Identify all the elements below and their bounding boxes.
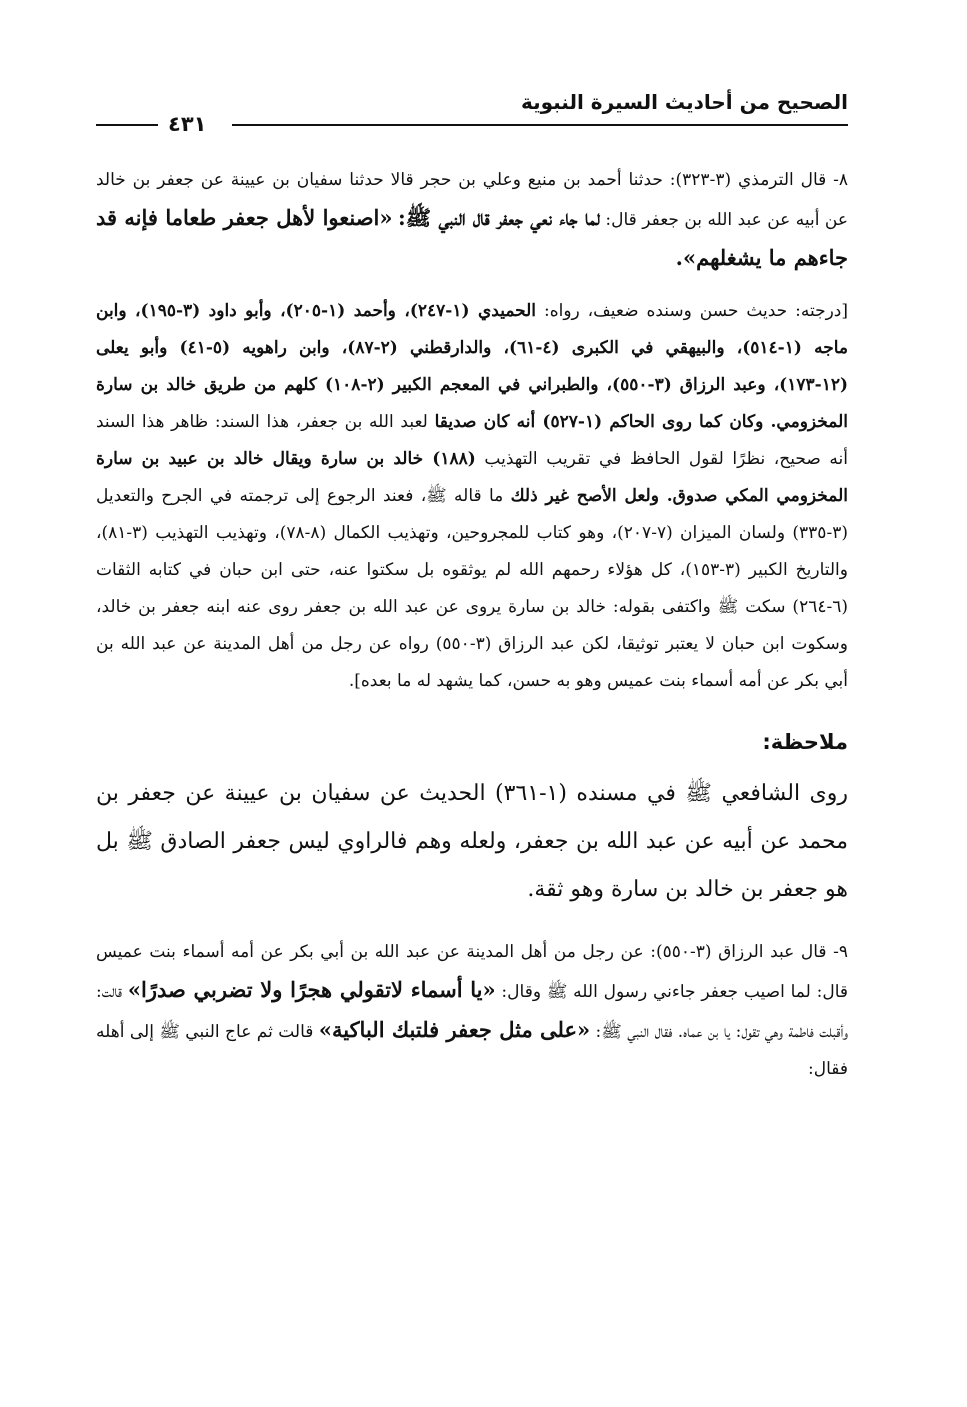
hadith-8-grading <box>96 293 848 700</box>
header-rule-short <box>96 124 158 126</box>
note-heading: ملاحظة: <box>762 730 848 754</box>
hadith-8-isnad: ٨- قال الترمذي (٣-٣٢٣): حدثنا أحمد بن منيع وعلي بن حجر قالا حدثنا سفيان بن عيينة عن جعفر بن خالد عن أبيه عن عبد الله بن جعفر قال: <box>96 170 848 230</box>
note-text: روى الشافعي ﷺ في مسنده (١-٣٦١) الحديث عن سفيان بن عيينة عن جعفر بن محمد عن أبيه عن عبد الله بن جعفر، ولعله وهم فالراوي ليس جعفر الصادق ﷺ بل هو جعفر بن خالد بن سارة وهو ثقة. <box>96 781 849 902</box>
grading-sources-1: الحميدي (١-٢٤٧)، وأحمد (١-٢٠٥)، وأبو داود (٣-١٩٥)، وابن ماجه (١-٥١٤)، والبيهقي في الكبرى (٤-٦١)، والدارقطني (٢-٨٧)، وابن راهويه (٥-٤١) وأبو يعلى (١٢-١٧٣)، وعبد الرزاق (٣-٥٥٠)، والطبراني في المعجم الكبير (٢-١٠٨) كلهم من طريق خالد بن سارة المخزومي. وكان كما روى الحاكم (١-٥٢٧) أنه كان صديقا <box>96 301 848 432</box>
grading-text-3: ما قاله ﷺ، فعند الرجوع إلى ترجمته في الجرح والتعديل (٣-٣٣٥) ولسان الميزان (٧-٢٠٧)، وهو كتاب للمجروحين، وتهذيب الكمال (٨-٧٨)، وتهذيب التهذيب (٣-٨١)، والتاريخ الكبير (٣-١٥٣)، كل هؤلاء رحمهم الله لم يوثقوه بل سكتوا عنه، حتى ابن حبان في كتابه الثقات (٦-٢٦٤) سكت ﷺ واكتفى بقوله: خالد بن سارة يروى عن عبد الله بن جعفر روى عنه ابنه جعفر بن خالد، وسكوت ابن حبان لا يعتبر توثيقا، لكن عبد الرزاق (٣-٥٥٠) رواه عن رجل من أهل المدينة عن عبد الله بن أبي بكر عن أمه أسماء بنت عميس وهو به حسن، كما يشهد له ما بعده]. <box>96 486 848 691</box>
page-body <box>96 162 848 1088</box>
page-number: ٤٣١ <box>168 112 207 136</box>
grading-text-2: لعبد الله بن جعفر، هذا السند: ظاهر هذا السند أنه صحيح، نظرًا لقول الحافظ في تقريب التهذيب <box>96 412 848 469</box>
hadith-9-end: قالت ثم عاج النبي ﷺ إلى أهله فقال: <box>96 1022 848 1079</box>
header-rule <box>232 124 848 126</box>
hadith-8 <box>96 162 848 279</box>
hadith-9-quote-1: «يا أسماء لاتقولي هجرًا ولا تضربي صدرًا» <box>127 977 496 1002</box>
grading-sources-2: (١٨٨) خالد بن سارة ويقال خالد بن عبيد بن سارة المخزومي المكي صدوق. ولعل الأصح غير ذلك <box>96 449 848 506</box>
hadith-9 <box>96 934 848 1088</box>
hadith-9-middle: قالت: وأقبلت فاطمة وهي تقول: يا بن عماه. فقال النبي ﷺ: <box>96 982 849 1042</box>
hadith-8-quote: «اصنعوا لأهل جعفر طعاما فإنه قد جاءهم ما يشغلهم». <box>96 205 848 270</box>
grading-text-1: [درجته: حديث حسن وسنده ضعيف، رواه: <box>536 301 849 321</box>
hadith-8-narration: لما جاء نعي جعفر قال النبي ﷺ: <box>397 205 600 230</box>
page-header <box>96 80 848 136</box>
running-title: الصحيح من أحاديث السيرة النبوية <box>520 90 848 114</box>
hadith-9-intro: ٩- قال عبد الرزاق (٣-٥٥٠): عن رجل من أهل المدينة عن عبد الله بن أبي بكر عن أمه أسماء بنت عميس قال: لما اصيب جعفر جاءني رسول الله ﷺ وقال: <box>96 942 848 1002</box>
hadith-9-quote-2: «على مثل جعفر فلتبك الباكية» <box>318 1017 591 1042</box>
